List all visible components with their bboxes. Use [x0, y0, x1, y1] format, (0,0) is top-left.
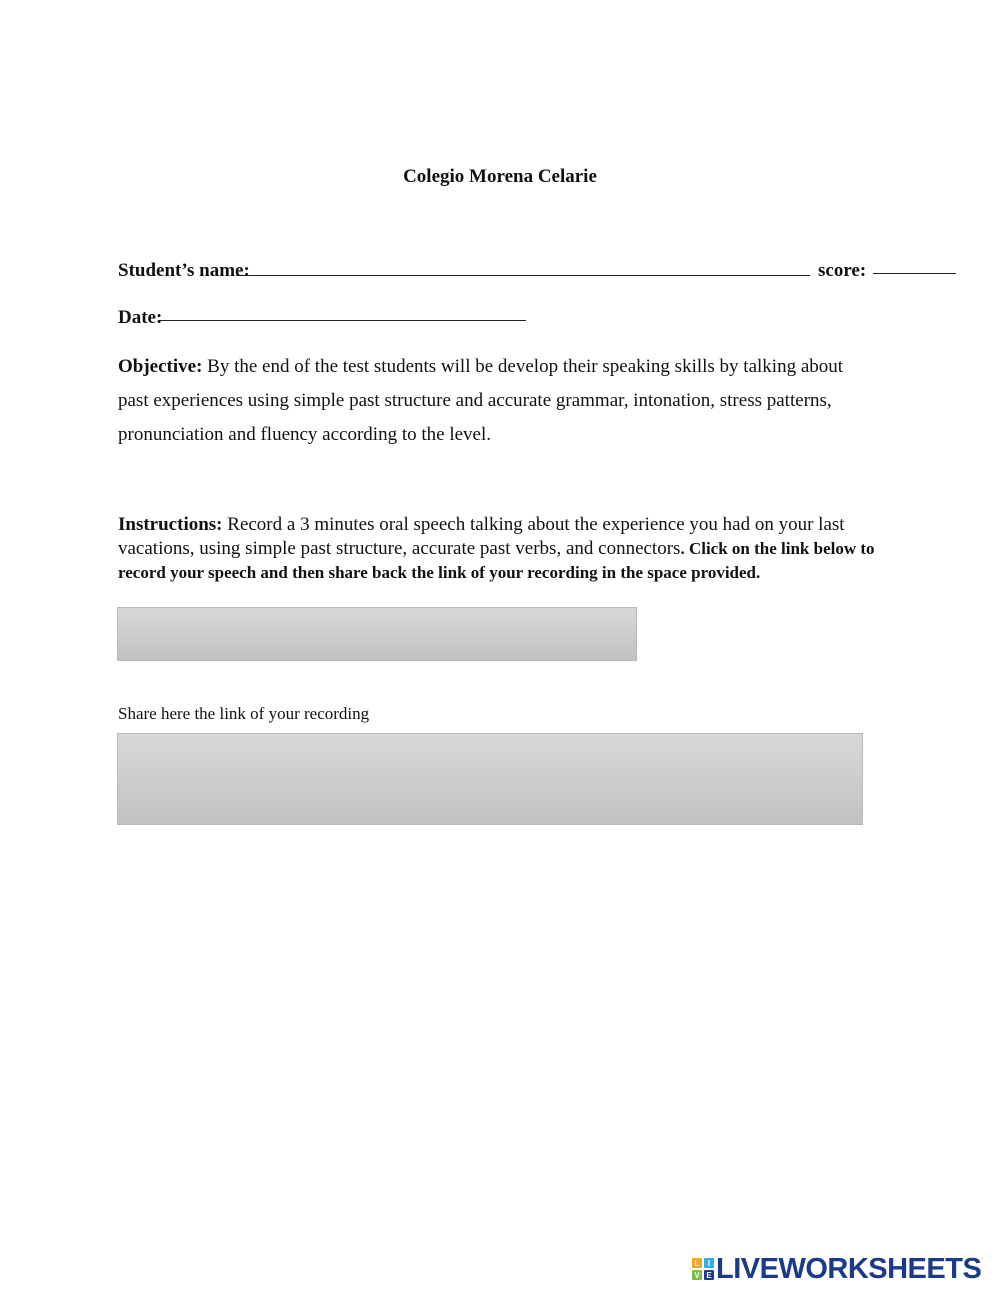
objective-paragraph	[118, 350, 878, 452]
instructions-bold-text: . Click on the link below to record your speech and then share back the link of your recording in the space provided.	[118, 539, 875, 582]
logo-letter-i: I	[707, 1259, 711, 1268]
instructions-text: Record a 3 minutes oral speech talking about the experience you had on your last vacations, using simple past structure, accurate past verbs, and connectors	[118, 514, 845, 559]
date-line[interactable]	[160, 320, 526, 321]
instructions-paragraph	[118, 513, 878, 585]
logo-letter-v: V	[694, 1271, 700, 1280]
logo-letter-e: E	[706, 1271, 712, 1280]
school-title: Colegio Morena Celarie	[403, 166, 597, 187]
score-label: score:	[818, 260, 867, 281]
instructions-label: Instructions:	[118, 514, 223, 535]
score-line[interactable]	[873, 273, 956, 274]
logo-letter-l: L	[694, 1259, 700, 1268]
objective-label: Objective:	[118, 356, 203, 377]
liveworksheets-logo-icon	[692, 1258, 714, 1280]
share-link-label: Share here the link of your recording	[118, 704, 370, 723]
liveworksheets-wordmark: LIVEWORKSHEETS	[716, 1253, 982, 1285]
objective-text: By the end of the test students will be develop their speaking skills by talking about past experiences using simple past structure and accurate grammar, intonation, stress patterns, pronunciation and fluency according to the level.	[118, 356, 844, 445]
student-name-line[interactable]	[236, 275, 810, 276]
student-name-label: Student’s name:	[118, 260, 250, 281]
date-label: Date:	[118, 307, 163, 328]
record-link-button[interactable]	[117, 607, 637, 661]
share-link-input[interactable]	[117, 733, 863, 825]
liveworksheets-brand	[692, 1255, 992, 1285]
